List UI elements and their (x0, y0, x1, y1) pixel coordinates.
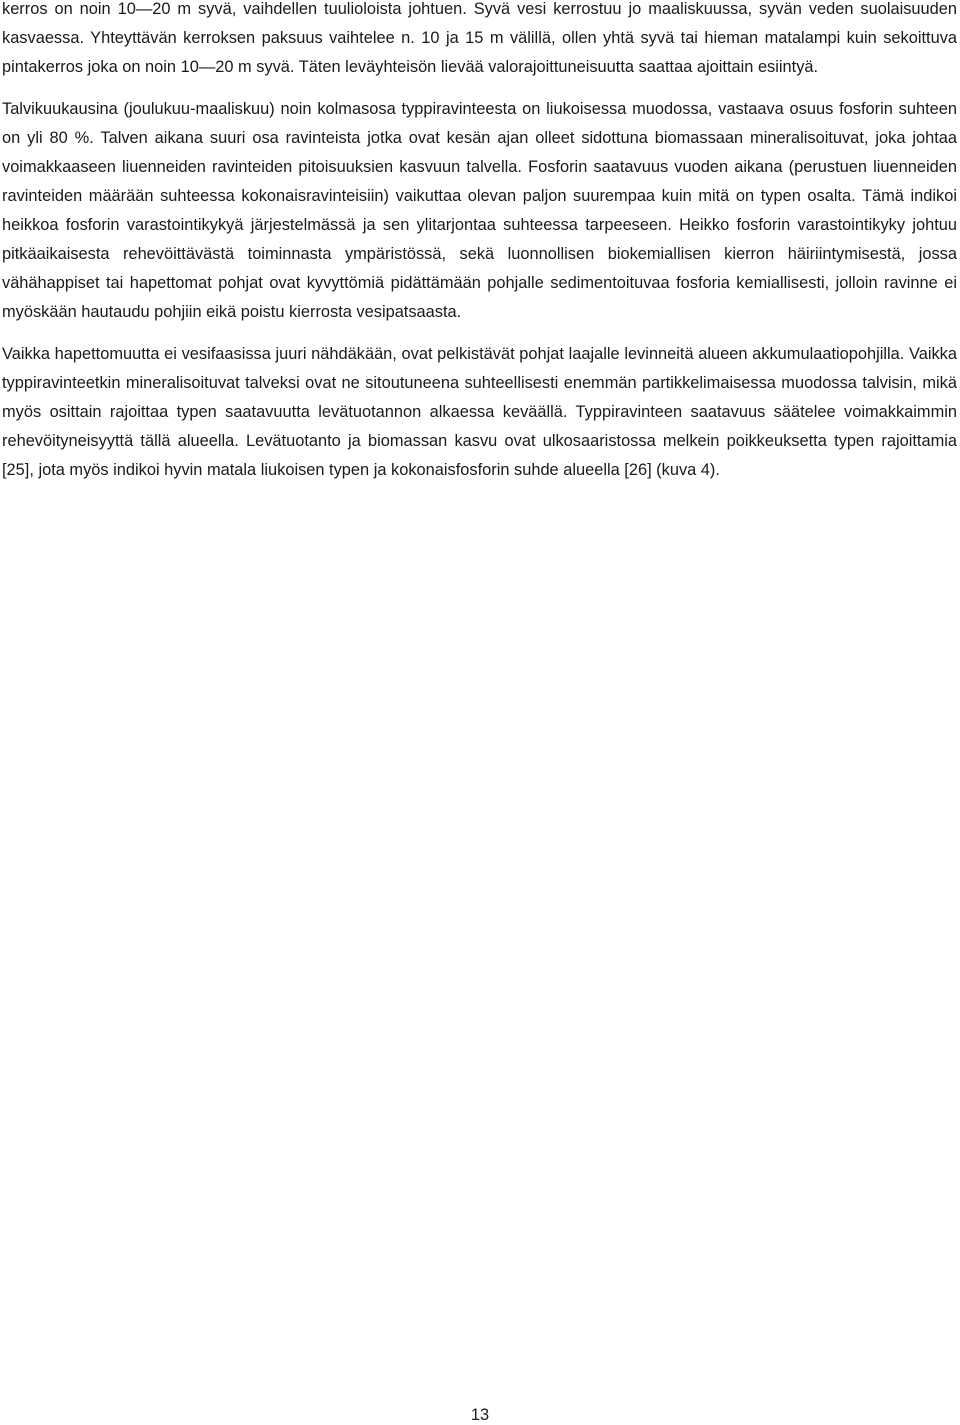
paragraph-nitrogen-limitation: Vaikka hapettomuutta ei vesifaasissa juuri nähdäkään, ovat pelkistävät pohjat laajalle levinneitä alueen akkumulaatiopohjilla. Vaikka typpiravinteetkin mineralisoituvat talveksi ovat ne sitoutuneena suhteellisesti enemmän partikkelimaisessa muodossa talvisin, mikä myös osittain rajoittaa typen saatavuutta levätuotannon alkaessa keväällä. Typpiravinteen saatavuus säätelee voimakkaimmin rehevöityneisyyttä tällä alueella. Levätuotanto ja biomassan kasvu ovat ulkosaaristossa melkein poikkeuksetta typen rajoittamia [25], jota myös indikoi hyvin matala liukoisen typen ja kokonaisfosforin suhde alueella [26] (kuva 4). (2, 345, 957, 479)
paragraph-winter-nutrients: Talvikuukausina (joulukuu-maaliskuu) noin kolmasosa typpiravinteesta on liukoisessa muodossa, vastaava osuus fosforin suhteen on yli 80 %. Talven aikana suuri osa ravinteista jotka ovat kesän ajan olleet sidottuna biomassaan mineralisoituvat, joka johtaa voimakkaaseen liuenneiden ravinteiden pitoisuuksien kasvuun talvella. Fosforin saatavuus vuoden aikana (perustuen liuenneiden ravinteiden määrään suhteessa kokonaisravinteisiin) vaikuttaa olevan paljon suurempaa kuin mitä on typen osalta. Tämä indikoi heikkoa fosforin varastointikykyä järjestelmässä ja sen ylitarjontaa suhteessa tarpeeseen. Heikko fosforin varastointikyky johtuu pitkäaikaisesta rehevöittävästä toiminnasta ympäristössä, sekä luonnollisen biokemiallisen kierron häiriintymisestä, jossa vähähappiset tai hapettomat pohjat ovat kyvyttömiä pidättämään pohjalle sedimentoituvaa fosforia kemiallisesti, jolloin ravinne ei myöskään hautaudu pohjiin eikä poistu kierrosta vesipatsaasta. (2, 100, 957, 321)
page-number: 13 (470, 1406, 490, 1424)
paragraph-stratification: kerros on noin 10—20 m syvä, vaihdellen tuulioloista johtuen. Syvä vesi kerrostuu jo maaliskuussa, syvän veden suolaisuuden kasvaessa. Yhteyttävän kerroksen paksuus vaihtelee n. 10 ja 15 m välillä, ollen yhtä syvä tai hieman matalampi kuin sekoittuva pintakerros joka on noin 10—20 m syvä. Täten leväyhteisön lievää valorajoittuneisuutta saattaa ajoittain esiintyä. (2, 0, 957, 76)
document-body (2, 0, 957, 485)
